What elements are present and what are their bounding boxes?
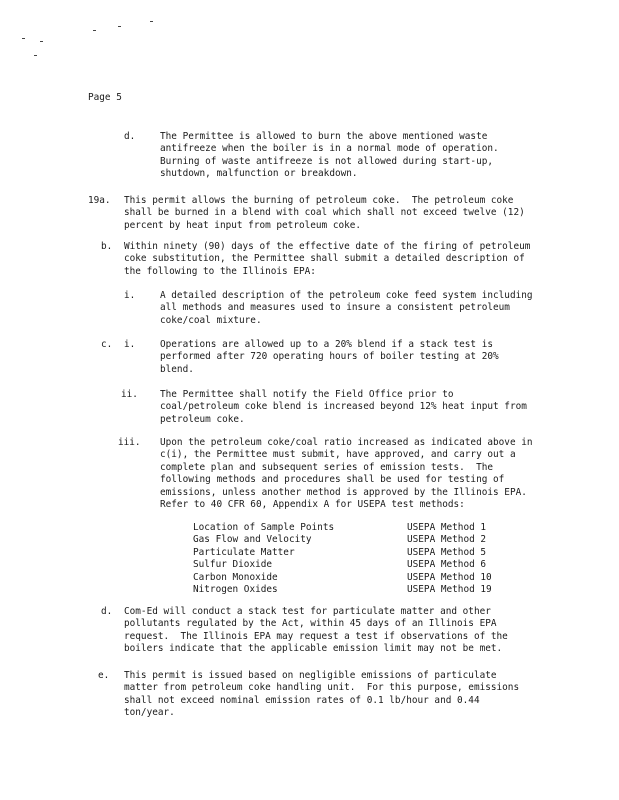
scan-speck	[93, 30, 96, 31]
table-row	[193, 584, 513, 596]
text-line: shall be burned in a blend with coal which shall not exceed twelve (12)	[124, 207, 525, 219]
table-cell-parameter: Carbon Monoxide	[193, 571, 278, 583]
item-19a-text	[124, 195, 525, 232]
test-methods-table	[193, 522, 513, 596]
text-line: request. The Illinois EPA may request a test if observations of the	[124, 630, 508, 642]
table-row	[193, 534, 513, 546]
text-line: performed after 720 operating hours of boiler testing at 20%	[160, 351, 499, 363]
table-cell-parameter: Particulate Matter	[193, 546, 295, 558]
table-cell-parameter: Sulfur Dioxide	[193, 559, 273, 571]
text-line: boilers indicate that the applicable emission limit may not be met.	[124, 643, 503, 655]
text-line: A detailed description of the petroleum coke feed system including	[160, 290, 533, 301]
text-line: following methods and procedures shall be used for testing of	[160, 474, 505, 486]
item-label-d2: d.	[101, 606, 113, 617]
table-row	[193, 572, 513, 584]
table-cell-parameter: Gas Flow and Velocity	[193, 534, 312, 546]
text-line: matter from petroleum coke handling unit. For this purpose, emissions	[124, 682, 520, 694]
item-label-e: e.	[98, 670, 110, 681]
table-cell-parameter: Location of Sample Points	[193, 522, 335, 533]
text-line: This permit is issued based on negligible emissions of particulate	[124, 670, 497, 681]
text-line: all methods and measures used to insure a consistent petroleum	[160, 302, 510, 314]
item-d2-text	[124, 606, 508, 656]
item-label-19a: 19a.	[88, 195, 111, 206]
item-e-text	[124, 670, 519, 720]
item-label-d: d.	[124, 131, 136, 142]
text-line: petroleum coke.	[160, 413, 245, 425]
text-line: complete plan and subsequent series of emission tests. The	[160, 461, 494, 473]
item-label-b: b.	[101, 241, 113, 252]
text-line: Burning of waste antifreeze is not allowed during start-up,	[160, 155, 494, 167]
scan-speck	[22, 38, 25, 39]
scan-speck	[40, 41, 43, 42]
table-cell-method: USEPA Method 2	[407, 534, 487, 546]
text-line: This permit allows the burning of petroleum coke. The petroleum coke	[124, 195, 514, 206]
item-c-ii-text	[160, 389, 527, 426]
page-number: Page 5	[88, 92, 122, 103]
table-cell-method: USEPA Method 6	[407, 559, 487, 571]
item-label-b-i: i.	[124, 290, 136, 301]
item-label-c-iii: iii.	[118, 437, 141, 448]
table-row	[193, 522, 513, 534]
text-line: The Permittee shall notify the Field Office prior to	[160, 389, 454, 400]
item-b-text	[124, 241, 530, 278]
text-line: pollutants regulated by the Act, within 45 days of an Illinois EPA	[124, 618, 497, 630]
text-line: emissions, unless another method is approved by the Illinois EPA.	[160, 486, 527, 498]
text-line: antifreeze when the boiler is in a normal mode of operation.	[160, 143, 499, 155]
table-cell-method: USEPA Method 1	[407, 522, 487, 533]
table-row	[193, 547, 513, 559]
text-line: Com-Ed will conduct a stack test for particulate matter and other	[124, 606, 491, 617]
text-line: Refer to 40 CFR 60, Appendix A for USEPA test methods:	[160, 499, 465, 511]
text-line: coke substitution, the Permittee shall submit a detailed description of	[124, 253, 525, 265]
text-line: Upon the petroleum coke/coal ratio increased as indicated above in	[160, 437, 533, 448]
item-c-i-text	[160, 339, 499, 376]
table-row	[193, 559, 513, 571]
scan-speck	[118, 26, 121, 27]
item-label-c: c.	[101, 339, 113, 350]
text-line: The Permittee is allowed to burn the above mentioned waste	[160, 131, 488, 142]
text-line: blend.	[160, 363, 194, 375]
table-cell-method: USEPA Method 5	[407, 546, 487, 558]
item-b-i-text	[160, 290, 533, 327]
text-line: coal/petroleum coke blend is increased beyond 12% heat input from	[160, 401, 527, 413]
scan-speck	[34, 55, 37, 56]
table-cell-parameter: Nitrogen Oxides	[193, 583, 278, 595]
item-label-c-i: i.	[124, 339, 136, 350]
text-line: Operations are allowed up to a 20% blend if a stack test is	[160, 339, 494, 350]
item-label-c-ii: ii.	[121, 389, 138, 400]
item-d-text	[160, 131, 499, 181]
text-line: coke/coal mixture.	[160, 314, 262, 326]
item-c-iii-text	[160, 437, 533, 511]
text-line: Within ninety (90) days of the effective date of the firing of petroleum	[124, 241, 531, 252]
text-line: percent by heat input from petroleum coke.	[124, 219, 362, 231]
table-cell-method: USEPA Method 10	[407, 571, 492, 583]
table-cell-method: USEPA Method 19	[407, 583, 492, 595]
text-line: shall not exceed nominal emission rates of 0.1 lb/hour and 0.44	[124, 694, 480, 706]
text-line: c(i), the Permittee must submit, have approved, and carry out a	[160, 449, 516, 461]
text-line: the following to the Illinois EPA:	[124, 265, 316, 277]
text-line: ton/year.	[124, 707, 175, 719]
text-line: shutdown, malfunction or breakdown.	[160, 168, 358, 180]
scan-speck	[150, 21, 153, 22]
